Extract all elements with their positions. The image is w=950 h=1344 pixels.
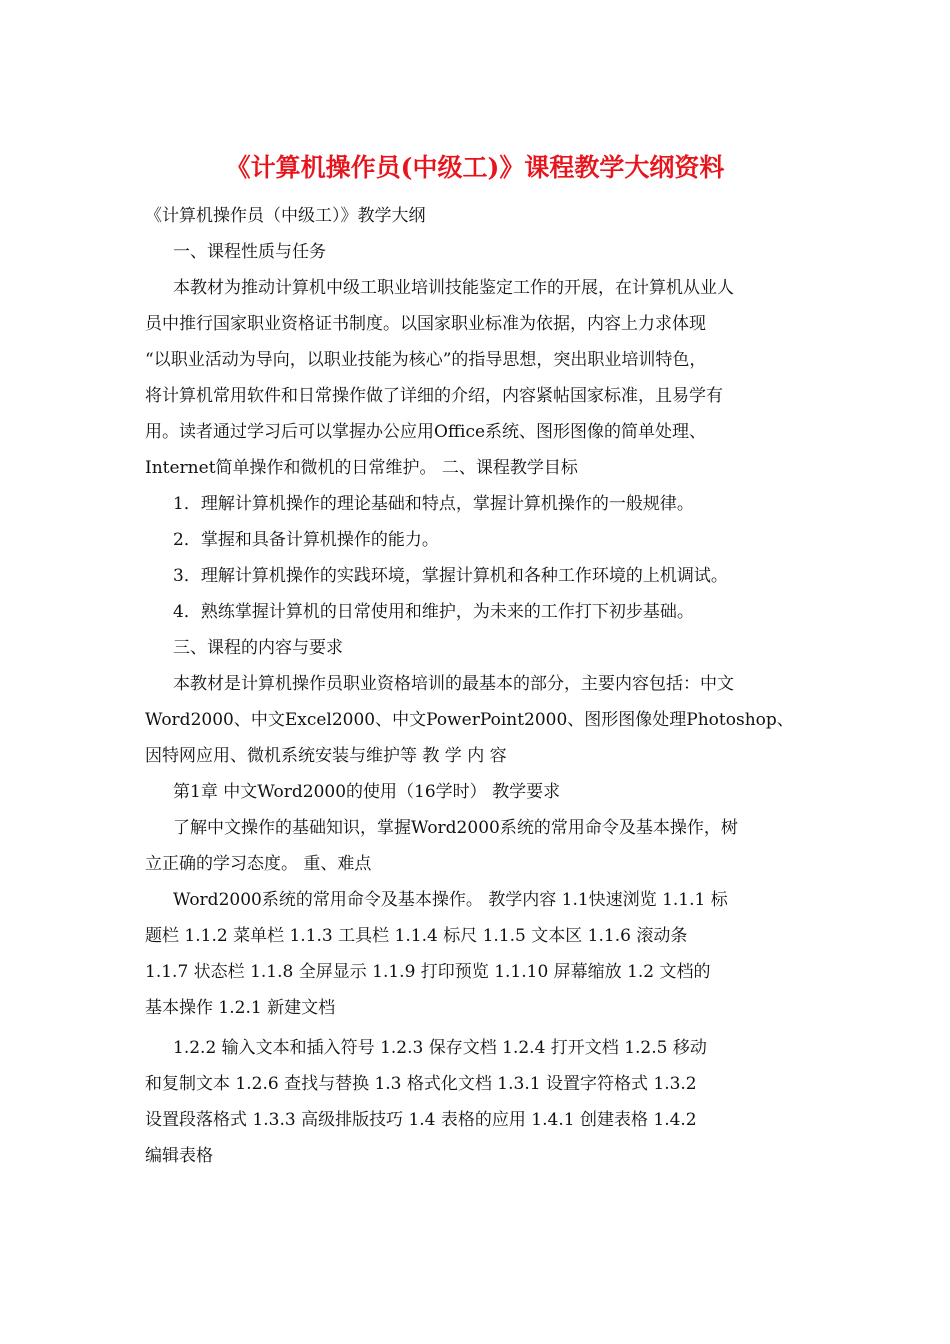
body-line-6: 将计算机常用软件和日常操作做了详细的介绍，内容紧帖国家标准，且易学有	[145, 386, 723, 406]
body-line-25: 和复制文本 1.2.6 查找与替换 1.3 格式化文档 1.3.1 设置字符格式 1.3.2	[145, 1074, 697, 1094]
body-line-1: 《计算机操作员（中级工）》教学大纲	[145, 206, 426, 226]
goal-item-4: 4．熟练掌握计算机的日常使用和维护，为未来的工作打下初步基础。	[173, 602, 694, 622]
body-line-20: Word2000系统的常用命令及基本操作。 教学内容 1.1快速浏览 1.1.1 标	[173, 890, 728, 910]
body-line-5: “以职业活动为导向，以职业技能为核心”的指导思想，突出职业培训特色，	[145, 350, 707, 370]
body-line-27: 编辑表格	[145, 1146, 213, 1166]
body-line-8: Internet简单操作和微机的日常维护。 二、课程教学目标	[145, 458, 578, 478]
body-line-3: 本教材为推动计算机中级工职业培训技能鉴定工作的开展，在计算机从业人	[173, 278, 734, 298]
body-line-15: Word2000、中文Excel2000、中文PowerPoint2000、图形图像处理Photoshop、	[145, 710, 794, 730]
body-line-18: 了解中文操作的基础知识，掌握Word2000系统的常用命令及基本操作，树	[173, 818, 738, 838]
goal-item-3: 3．理解计算机操作的实践环境，掌握计算机和各种工作环境的上机调试。	[173, 566, 728, 586]
body-line-21: 题栏 1.1.2 菜单栏 1.1.3 工具栏 1.1.4 标尺 1.1.5 文本区 1.1.6 滚动条	[145, 926, 688, 946]
body-line-26: 设置段落格式 1.3.3 高级排版技巧 1.4 表格的应用 1.4.1 创建表格 1.4.2	[145, 1110, 697, 1130]
body-line-22: 1.1.7 状态栏 1.1.8 全屏显示 1.1.9 打印预览 1.1.10 屏幕缩放 1.2 文档的	[145, 962, 711, 982]
goal-item-2: 2．掌握和具备计算机操作的能力。	[173, 530, 439, 550]
document-title: 《计算机操作员(中级工)》课程教学大纲资料	[225, 153, 725, 182]
document-body	[145, 198, 810, 1174]
section-heading-3: 三、课程的内容与要求	[173, 638, 343, 658]
body-line-19: 立正确的学习态度。 重、难点	[145, 854, 372, 874]
body-line-4: 员中推行国家职业资格证书制度。以国家职业标准为依据，内容上力求体现	[145, 314, 706, 334]
body-line-24: 1.2.2 输入文本和插入符号 1.2.3 保存文档 1.2.4 打开文档 1.2.5 移动	[173, 1038, 707, 1058]
goal-item-1: 1．理解计算机操作的理论基础和特点，掌握计算机操作的一般规律。	[173, 494, 694, 514]
chapter-heading-1: 第1章 中文Word2000的使用（16学时） 教学要求	[173, 782, 561, 802]
body-line-7: 用。读者通过学习后可以掌握办公应用Office系统、图形图像的简单处理、	[145, 422, 707, 442]
section-heading-1: 一、课程性质与任务	[173, 242, 326, 262]
body-line-14: 本教材是计算机操作员职业资格培训的最基本的部分，主要内容包括：中文	[173, 674, 734, 694]
body-line-16: 因特网应用、微机系统安装与维护等 教 学 内 容	[145, 746, 507, 766]
body-line-23: 基本操作 1.2.1 新建文档	[145, 998, 336, 1018]
